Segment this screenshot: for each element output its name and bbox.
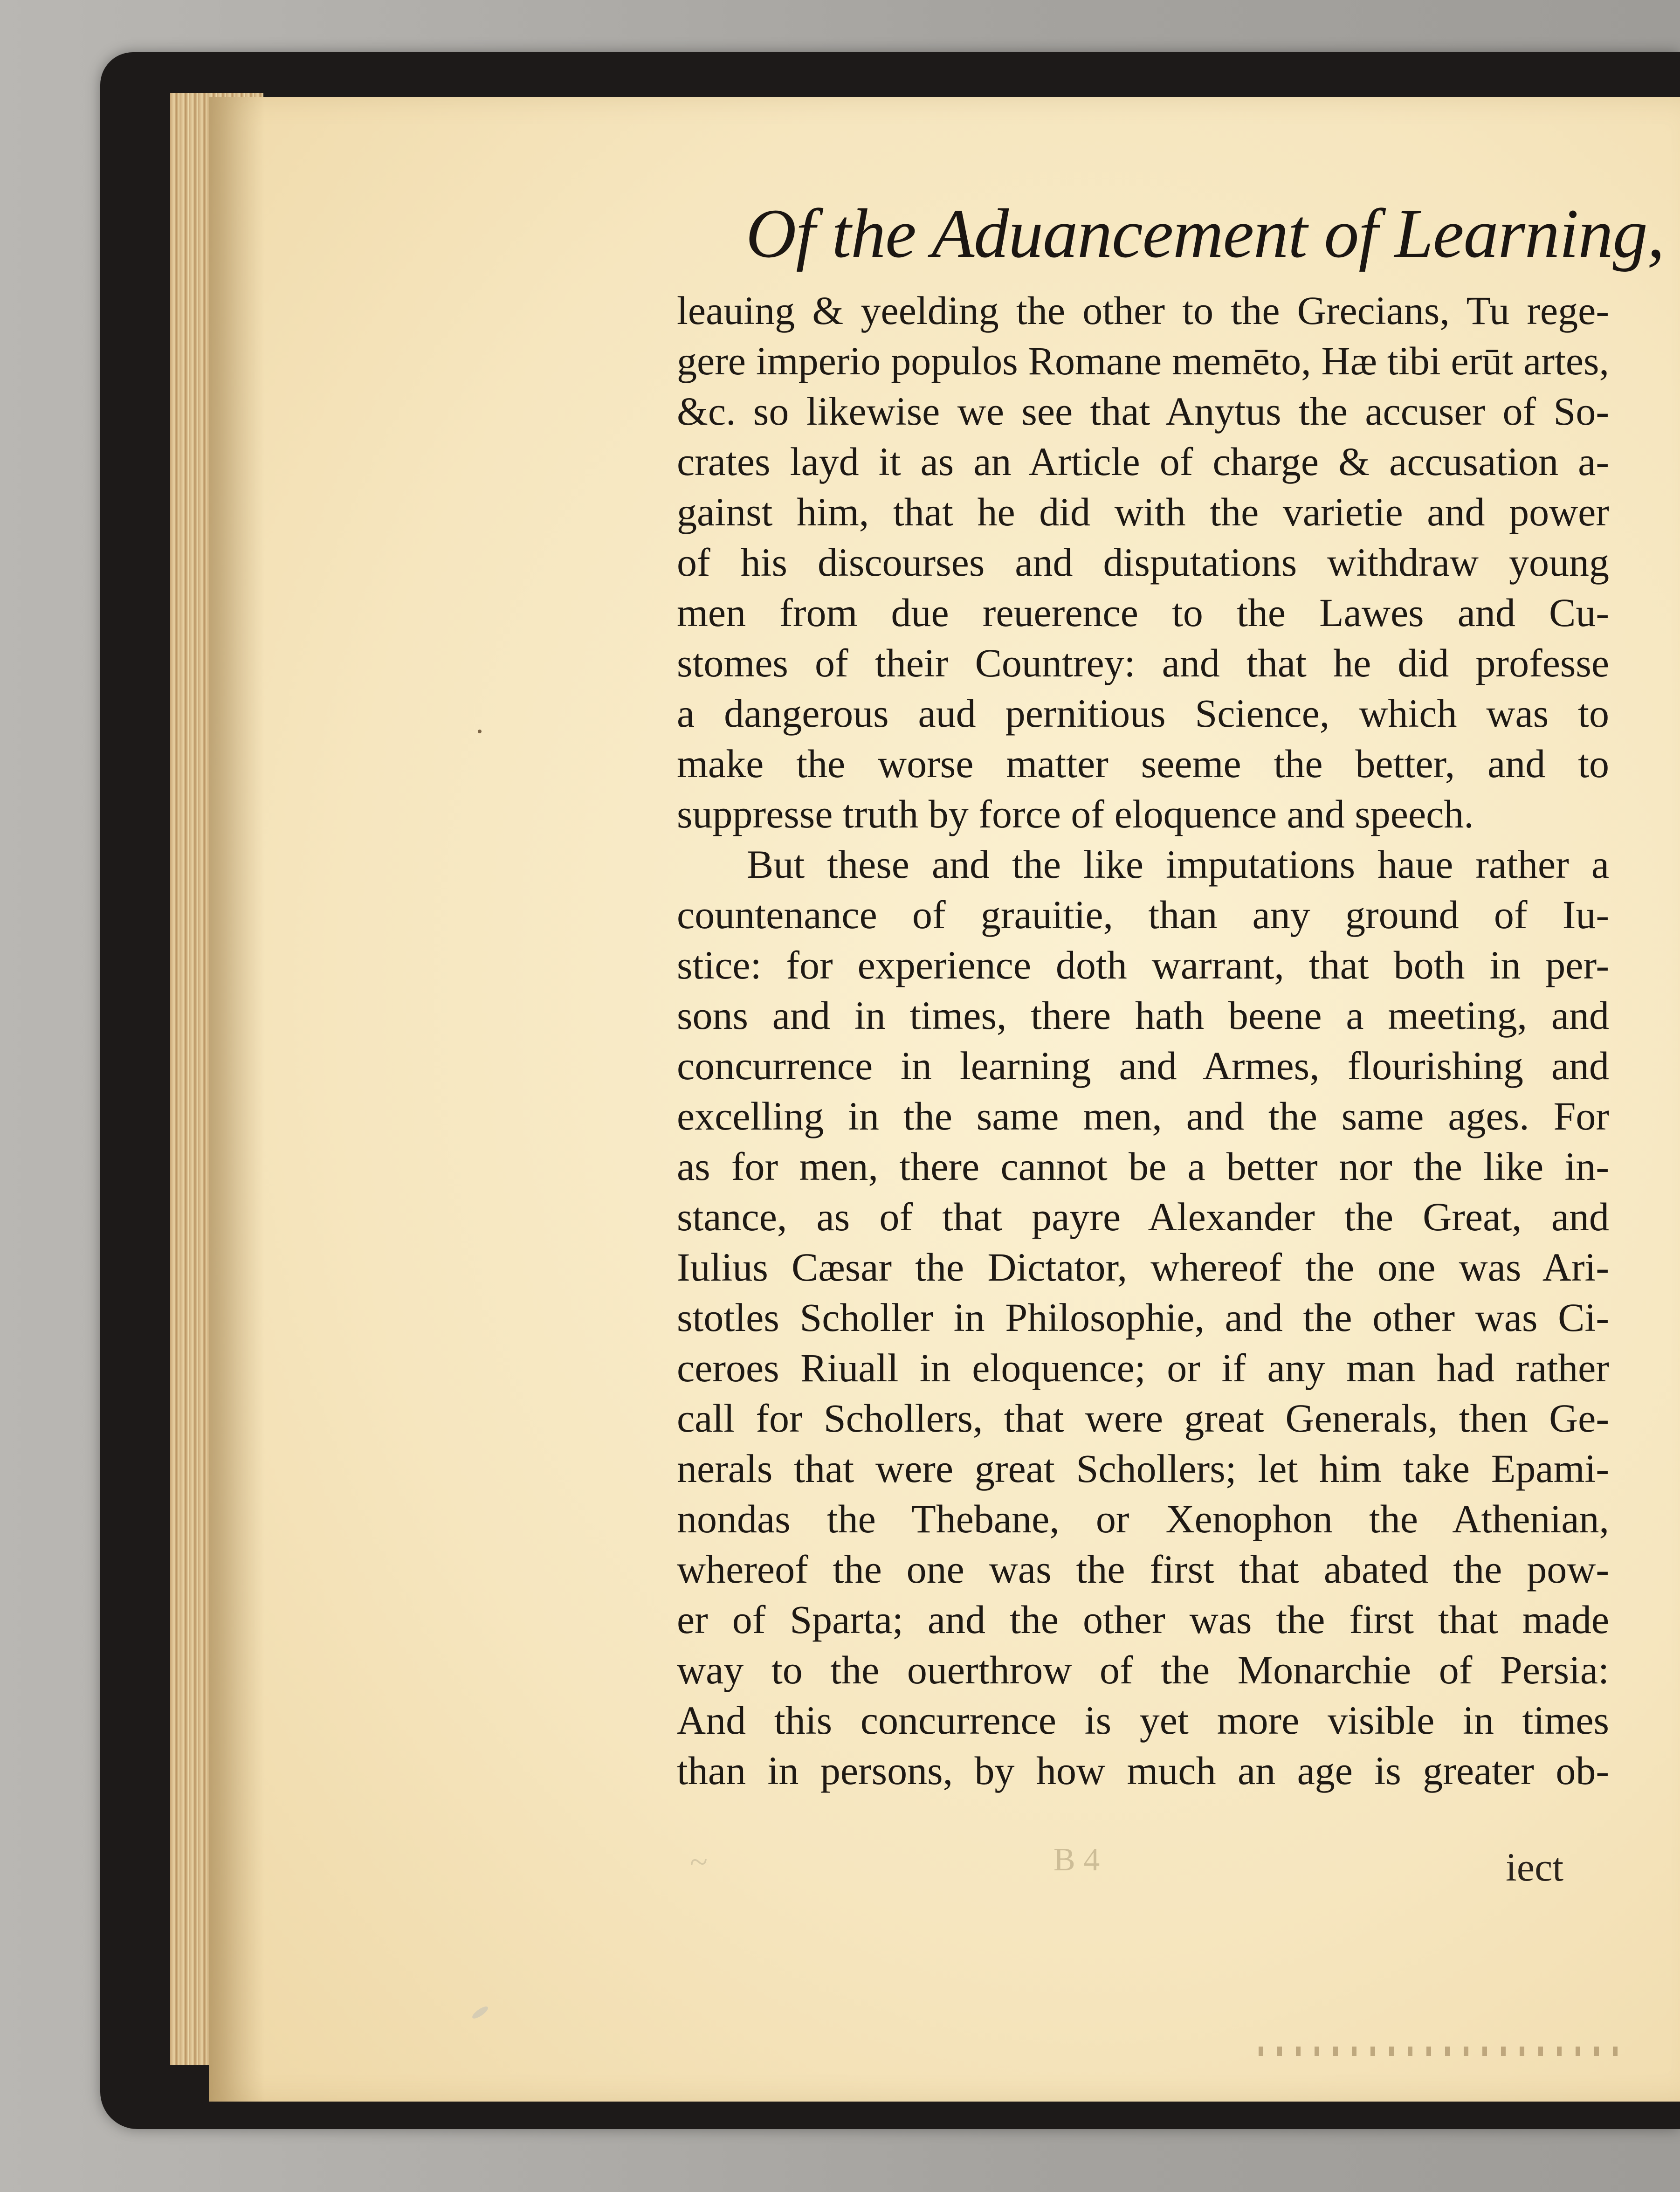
gutter-shadow: [209, 97, 265, 2102]
text-line: a dangerous aud pernitious Science, which was to: [677, 691, 1609, 736]
text-line: stance, as of that payre Alexander the Great, and: [677, 1194, 1609, 1239]
bleed-through-mark: ~: [690, 1844, 708, 1880]
text-line: way to the ouerthrow of the Monarchie of Persia:: [677, 1647, 1609, 1692]
body-text: [677, 285, 1609, 1796]
text-line: leauing & yeelding the other to the Grecians, Tu rege-: [677, 288, 1609, 333]
text-line: suppresse truth by force of eloquence and speech.: [677, 792, 1474, 836]
paragraph-start-line: But these and the like imputations haue rather a: [747, 842, 1609, 887]
page-foot-marks: [1259, 2047, 1632, 2056]
text-line: gainst him, that he did with the varietie and power: [677, 489, 1609, 534]
text-line: concurrence in learning and Armes, flourishing and: [677, 1043, 1609, 1088]
text-line: make the worse matter seeme the better, and to: [677, 741, 1609, 786]
text-line: of his discourses and disputations withdraw young: [677, 540, 1609, 585]
text-line: than in persons, by how much an age is greater ob-: [677, 1748, 1609, 1793]
text-line: countenance of grauitie, than any ground of Iu-: [677, 892, 1609, 937]
text-line: call for Schollers, that were great Generals, then Ge-: [677, 1396, 1609, 1441]
catchword: iect: [1506, 1845, 1564, 1889]
text-line: crates layd it as an Article of charge & accusation a-: [677, 439, 1609, 484]
text-line: er of Sparta; and the other was the first that made: [677, 1597, 1609, 1642]
text-line: stice: for experience doth warrant, that both in per-: [677, 943, 1609, 987]
page-speck: [478, 730, 482, 733]
text-line: nondas the Thebane, or Xenophon the Athenian,: [677, 1496, 1609, 1541]
text-line: &c. so likewise we see that Anytus the accuser of So-: [677, 389, 1609, 434]
running-head: Of the Aduancement of Learning,: [746, 195, 1665, 272]
signature-mark: B 4: [1053, 1842, 1100, 1878]
text-line: gere imperio populos Romane memēto, Hæ tibi erūt artes,: [677, 338, 1609, 383]
text-line: ceroes Riuall in eloquence; or if any man had rather: [677, 1345, 1609, 1390]
text-line: as for men, there cannot be a better nor the like in-: [677, 1144, 1609, 1189]
text-line: sons and in times, there hath beene a meeting, and: [677, 993, 1609, 1038]
text-line: men from due reuerence to the Lawes and Cu-: [677, 590, 1609, 635]
text-line: Iulius Cæsar the Dictator, whereof the one was Ari-: [677, 1245, 1609, 1289]
text-line: nerals that were great Schollers; let him take Epami-: [677, 1446, 1609, 1491]
text-line: excelling in the same men, and the same ages. For: [677, 1094, 1609, 1138]
text-line: stomes of their Countrey: and that he did professe: [677, 641, 1609, 685]
text-line: whereof the one was the first that abated the pow-: [677, 1547, 1609, 1592]
text-line: And this concurrence is yet more visible in times: [677, 1698, 1609, 1743]
text-line: stotles Scholler in Philosophie, and the other was Ci-: [677, 1295, 1609, 1340]
